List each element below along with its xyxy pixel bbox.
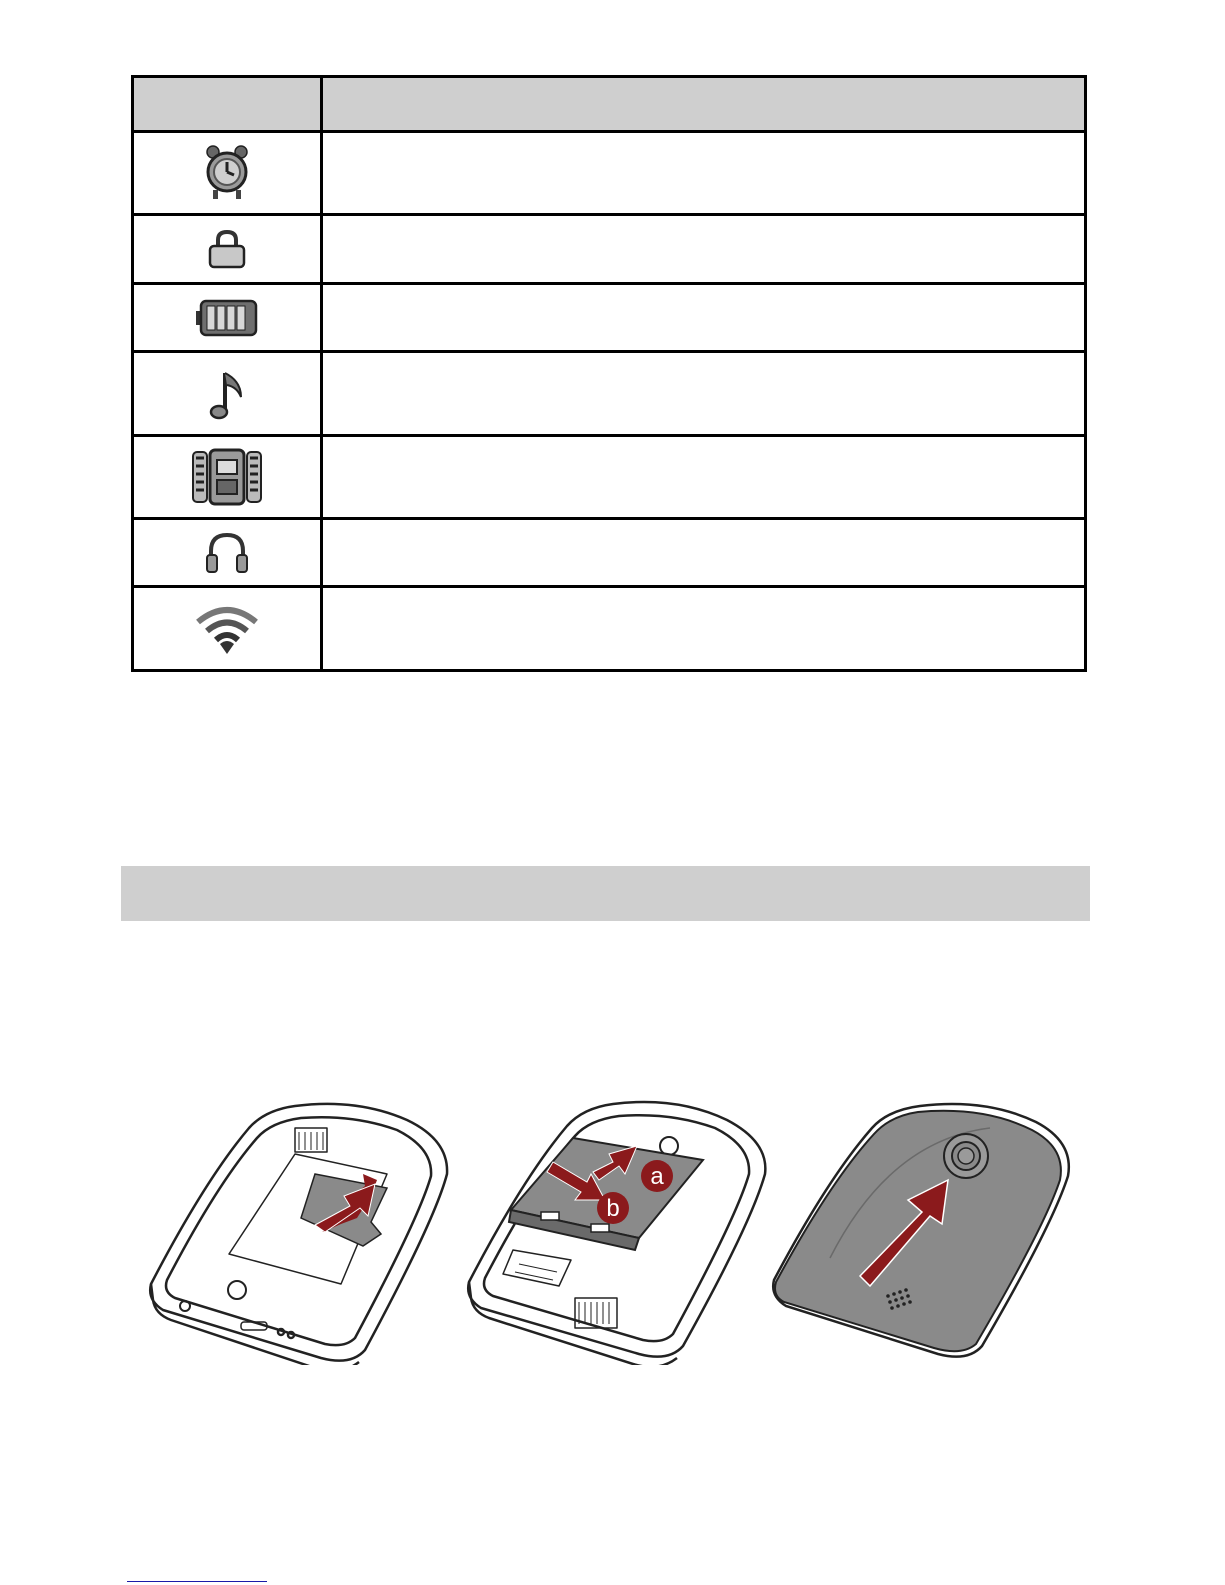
headset-icon xyxy=(205,531,249,575)
table-row xyxy=(133,215,1086,284)
svg-text:b: b xyxy=(606,1195,620,1222)
table-row xyxy=(133,519,1086,587)
keypad-lock-icon xyxy=(207,229,247,269)
table-row xyxy=(133,587,1086,671)
insert-battery-figure xyxy=(463,1100,775,1365)
status-icon-table xyxy=(131,75,1087,672)
table-row xyxy=(133,436,1086,519)
icon-column-header xyxy=(133,77,322,132)
icon-description xyxy=(322,132,1086,215)
insert-sim-card-figure xyxy=(145,1100,455,1365)
icon-description xyxy=(322,215,1086,284)
table-row xyxy=(133,132,1086,215)
alarm-clock-icon xyxy=(201,144,253,202)
section-heading-bar xyxy=(121,866,1090,921)
wifi-signal-icon xyxy=(194,602,260,656)
icon-description xyxy=(322,436,1086,519)
icon-description xyxy=(322,587,1086,671)
footer-link-underline[interactable] xyxy=(127,1581,267,1582)
vibrate-phone-icon xyxy=(192,448,262,506)
battery-full-icon xyxy=(196,299,258,337)
icon-description xyxy=(322,284,1086,352)
attach-battery-cover-figure xyxy=(770,1100,1080,1365)
icon-description xyxy=(322,519,1086,587)
table-header-row xyxy=(133,77,1086,132)
music-note-icon xyxy=(209,367,245,421)
icon-description xyxy=(322,352,1086,436)
table-row xyxy=(133,352,1086,436)
svg-text:a: a xyxy=(650,1163,664,1190)
description-column-header xyxy=(322,77,1086,132)
table-row xyxy=(133,284,1086,352)
